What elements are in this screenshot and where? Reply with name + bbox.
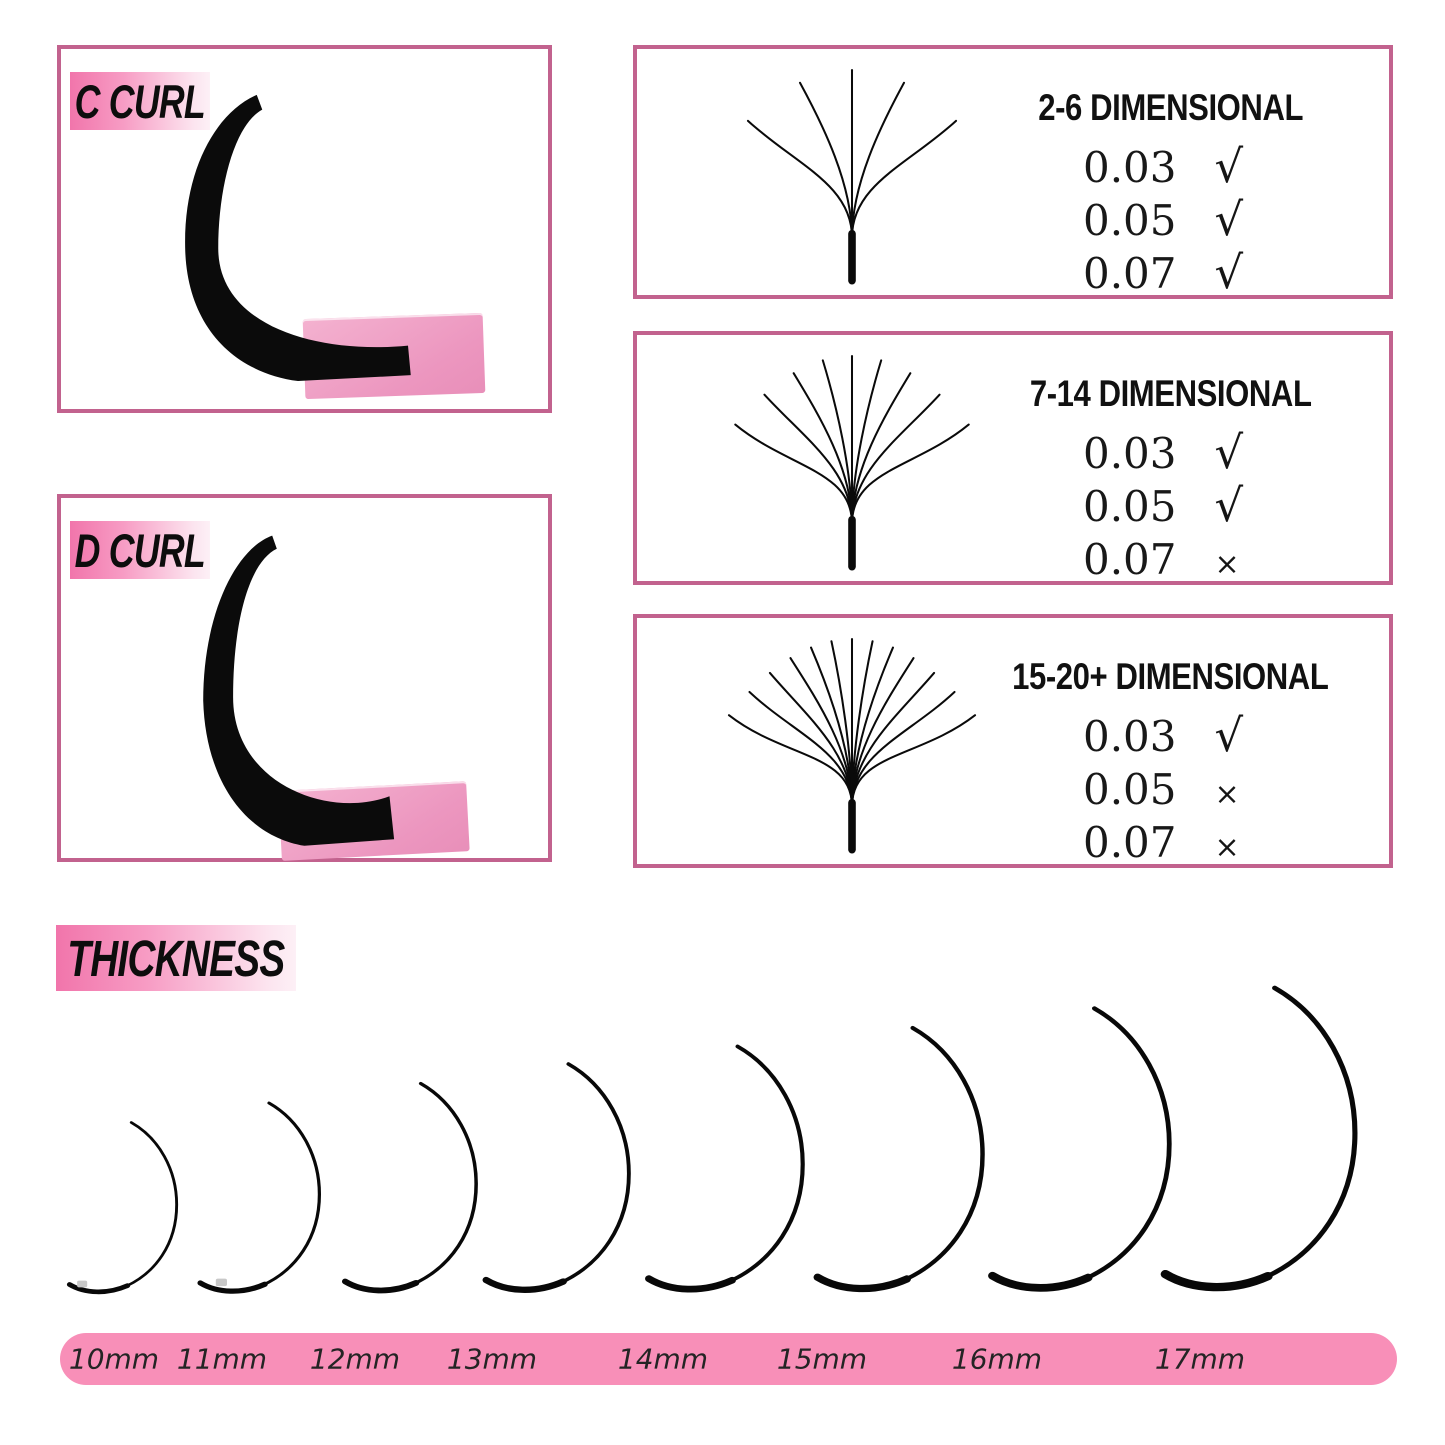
length-bar <box>60 1333 1397 1385</box>
c-curl-label-text: C CURL <box>74 74 206 128</box>
length-label-11mm: 11mm <box>176 1342 268 1376</box>
lash-curve <box>486 1064 629 1290</box>
fan-lash <box>852 83 904 238</box>
lash-curve <box>70 1123 177 1293</box>
d-curl-panel <box>57 494 552 862</box>
dimension-row <box>1067 193 1275 246</box>
thickness-value: 0.03 <box>1082 143 1177 192</box>
c-curl-lash-illustration <box>144 89 419 384</box>
adhesive-bead <box>77 1281 87 1288</box>
thickness-value: 0.05 <box>1082 196 1177 245</box>
fan-lash <box>852 425 969 524</box>
dimensional-info <box>1007 335 1334 584</box>
dimensional-rows <box>1067 426 1275 584</box>
thickness-value: 0.07 <box>1082 249 1177 298</box>
dimensional-title: 15-20+ DIMENSIONAL <box>1012 656 1329 697</box>
length-label-16mm: 16mm <box>951 1342 1043 1376</box>
thickness-value: 0.05 <box>1082 765 1177 814</box>
length-label-13mm: 13mm <box>446 1342 538 1376</box>
lash-base <box>992 1276 1088 1288</box>
c-curl-panel <box>57 45 552 413</box>
fan-lash <box>749 692 852 807</box>
check-mark-icon: √ <box>1214 246 1244 299</box>
thickness-lash-15mm <box>806 1021 1000 1298</box>
lash-base <box>649 1279 732 1290</box>
lash-curve <box>200 1103 319 1291</box>
thickness-lash-13mm <box>476 1058 644 1298</box>
thickness-value: 0.03 <box>1082 429 1177 478</box>
thickness-lash-12mm <box>336 1078 490 1298</box>
dimensional-panel-2-6 <box>633 45 1393 299</box>
x-mark-icon: × <box>1214 777 1240 812</box>
thickness-label-text: THICKNESS <box>67 929 285 987</box>
length-label-17mm: 17mm <box>1154 1342 1246 1376</box>
lash-base <box>486 1280 563 1290</box>
length-label-10mm: 10mm <box>68 1342 160 1376</box>
adhesive-bead <box>216 1279 227 1287</box>
lash-base <box>818 1277 907 1288</box>
fan-lash <box>748 121 852 238</box>
dimension-row <box>1067 535 1275 584</box>
x-mark-icon: × <box>1214 547 1240 582</box>
fan-lash <box>852 121 956 238</box>
dimensional-title: 2-6 DIMENSIONAL <box>1038 87 1303 128</box>
thickness-value: 0.03 <box>1082 712 1177 761</box>
lash-curve <box>649 1046 803 1289</box>
dimensional-title: 7-14 DIMENSIONAL <box>1029 373 1312 414</box>
thickness-lash-14mm <box>638 1040 819 1298</box>
fan-lash <box>735 425 852 524</box>
dimension-row <box>1067 709 1275 762</box>
thickness-lash-10mm <box>62 1118 188 1298</box>
lash-base <box>345 1282 416 1291</box>
thickness-lash-16mm <box>980 1001 1188 1298</box>
length-label-12mm: 12mm <box>309 1342 401 1376</box>
dimension-row <box>1067 246 1275 299</box>
thickness-label <box>56 925 296 991</box>
fan-lash <box>800 83 852 238</box>
thickness-value: 0.05 <box>1082 482 1177 531</box>
check-mark-icon: √ <box>1214 709 1244 762</box>
dimensional-rows <box>1067 140 1275 299</box>
thickness-value: 0.07 <box>1082 535 1177 584</box>
d-curl-lash-illustration <box>194 529 424 859</box>
lash-fan-illustration <box>692 351 1012 573</box>
d-curl-label <box>70 521 210 579</box>
dimension-row <box>1067 426 1275 479</box>
check-mark-icon: √ <box>1214 479 1244 532</box>
dimension-row <box>1067 479 1275 532</box>
dimension-row <box>1067 765 1275 814</box>
lash-base <box>200 1283 264 1291</box>
lash-curve <box>818 1028 983 1289</box>
check-mark-icon: √ <box>1214 426 1244 479</box>
dimension-row <box>1067 140 1275 193</box>
d-curl-label-text: D CURL <box>74 523 206 577</box>
length-label-15mm: 15mm <box>776 1342 868 1376</box>
lash-fan-illustration <box>692 65 1012 287</box>
x-mark-icon: × <box>1214 830 1240 865</box>
dimensional-info <box>1007 49 1334 299</box>
length-label-14mm: 14mm <box>617 1342 709 1376</box>
thickness-value: 0.07 <box>1082 818 1177 867</box>
dimensional-rows <box>1067 709 1275 867</box>
dimension-row <box>1067 818 1275 867</box>
fan-lash <box>852 692 955 807</box>
dimensional-panel-15-20 <box>633 614 1393 868</box>
check-mark-icon: √ <box>1214 140 1244 193</box>
lash-curve <box>345 1084 476 1291</box>
lash-fan-illustration <box>692 634 1012 856</box>
lash-curve <box>992 1008 1169 1288</box>
lash-curve <box>1165 988 1355 1287</box>
dimensional-info <box>1007 618 1334 867</box>
thickness-lash-11mm <box>192 1098 332 1298</box>
check-mark-icon: √ <box>1214 193 1244 246</box>
dimensional-panel-7-14 <box>633 331 1393 585</box>
